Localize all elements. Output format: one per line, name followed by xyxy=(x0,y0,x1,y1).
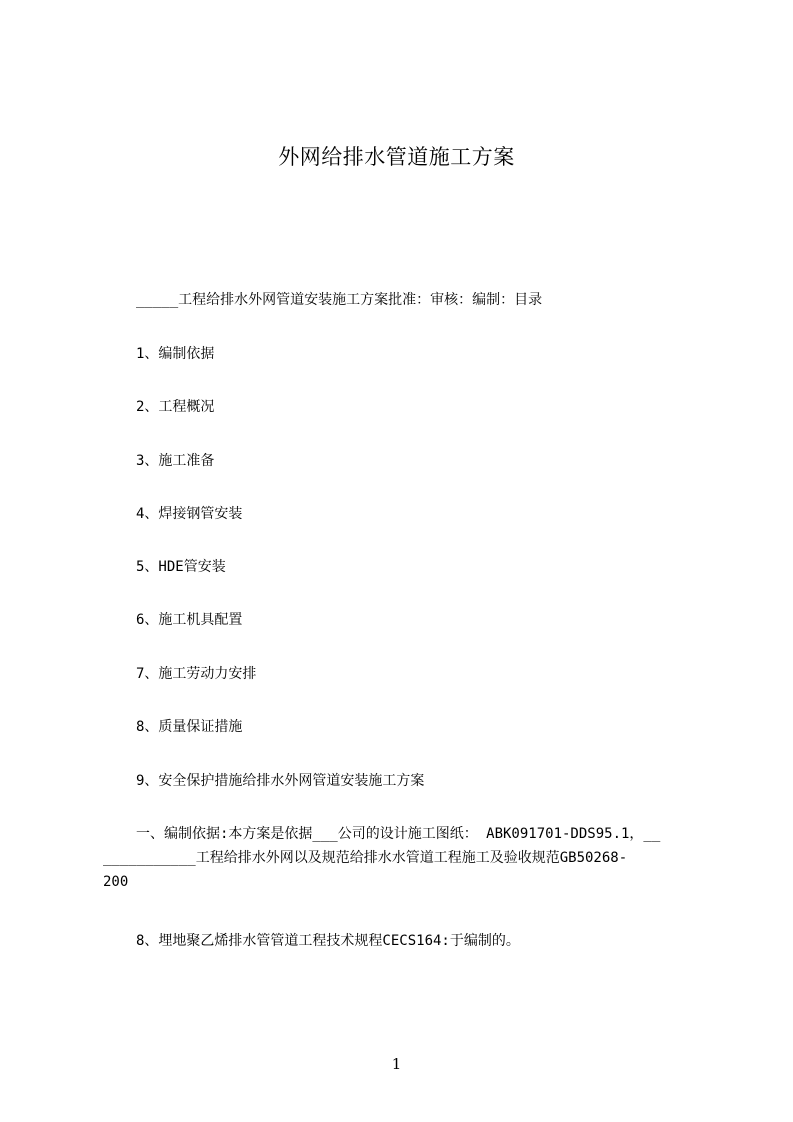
intro-line: _____工程给排水外网管道安装施工方案批准：审核：编制：目录 xyxy=(136,292,543,308)
document-title: 外网给排水管道施工方案 xyxy=(278,145,515,169)
toc-item-5: 5、HDE管安装 xyxy=(136,559,226,575)
basis-paragraph xyxy=(103,822,703,894)
basis-line-3: 200 xyxy=(103,874,129,890)
toc-item-3: 3、施工准备 xyxy=(136,453,215,469)
toc-item-6: 6、施工机具配置 xyxy=(136,612,243,628)
toc-item-4: 4、焊接钢管安装 xyxy=(136,506,243,522)
toc-item-7: 7、施工劳动力安排 xyxy=(136,666,257,682)
spec-line: 8、埋地聚乙烯排水管管道工程技术规程CECS164:于编制的。 xyxy=(136,933,520,949)
page-number: 1 xyxy=(391,1055,402,1073)
basis-line-1: 一、编制依据:本方案是依据___公司的设计施工图纸： ABK091701-DDS95.1，__ xyxy=(136,826,661,842)
toc-item-1: 1、编制依据 xyxy=(136,346,215,362)
basis-line-2: ___________工程给排水外网以及规范给排水水管道工程施工及验收规范GB50268- xyxy=(103,850,628,866)
toc-item-9: 9、安全保护措施给排水外网管道安装施工方案 xyxy=(136,773,425,789)
toc-item-2: 2、工程概况 xyxy=(136,399,215,415)
toc-item-8: 8、质量保证措施 xyxy=(136,719,243,735)
